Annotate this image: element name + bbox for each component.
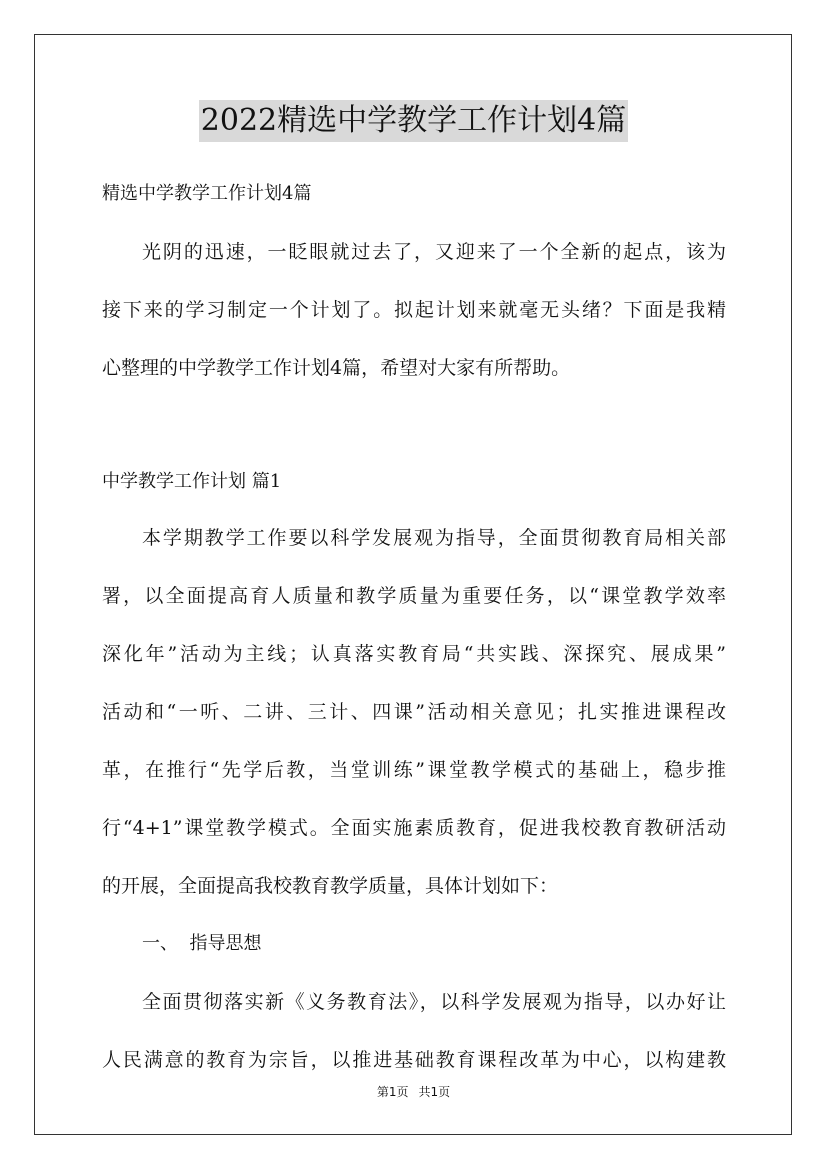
body-line-5: 革，在推行“先学后教，当堂训练”课堂教学模式的基础上，稳步推 — [102, 759, 726, 781]
title-container — [0, 100, 827, 142]
document-body — [102, 176, 726, 1078]
guide-line-1: 全面贯彻落实新《义务教育法》，以科学发展观为指导，以办好让 — [142, 991, 726, 1013]
total-pages: 共1页 — [418, 1085, 451, 1099]
document-subtitle: 精选中学教学工作计划4篇 — [102, 183, 312, 204]
body-line-2: 署，以全面提高育人质量和教学质量为重要任务，以“课堂教学效率 — [102, 585, 726, 607]
body-line-1: 本学期教学工作要以科学发展观为指导，全面贯彻教育局相关部 — [142, 527, 726, 549]
guide-line-2: 人民满意的教育为宗旨，以推进基础教育课程改革为中心，以构建教 — [102, 1049, 726, 1071]
intro-line-3: 心整理的中学教学工作计划4篇，希望对大家有所帮助。 — [102, 357, 571, 379]
page-footer — [0, 1084, 827, 1100]
document-title: 2022精选中学教学工作计划4篇 — [199, 100, 628, 142]
intro-line-1: 光阴的迅速，一眨眼就过去了，又迎来了一个全新的起点，该为 — [142, 241, 726, 263]
body-line-3: 深化年”活动为主线；认真落实教育局“共实践、深探究、展成果” — [102, 643, 726, 665]
body-line-4: 活动和“一听、二讲、三计、四课”活动相关意见；扎实推进课程改 — [102, 701, 726, 723]
body-line-7: 的开展，全面提高我校教育教学质量，具体计划如下： — [102, 875, 559, 897]
body-line-6: 行“4+1”课堂教学模式。全面实施素质教育，促进我校教育教研活动 — [102, 817, 726, 839]
section-heading: 中学教学工作计划 篇1 — [102, 471, 282, 492]
subsection-heading: 一、 指导思想 — [142, 933, 262, 954]
page-number: 第1页 — [376, 1085, 409, 1099]
intro-line-2: 接下来的学习制定一个计划了。拟起计划来就毫无头绪？下面是我精 — [102, 299, 726, 321]
